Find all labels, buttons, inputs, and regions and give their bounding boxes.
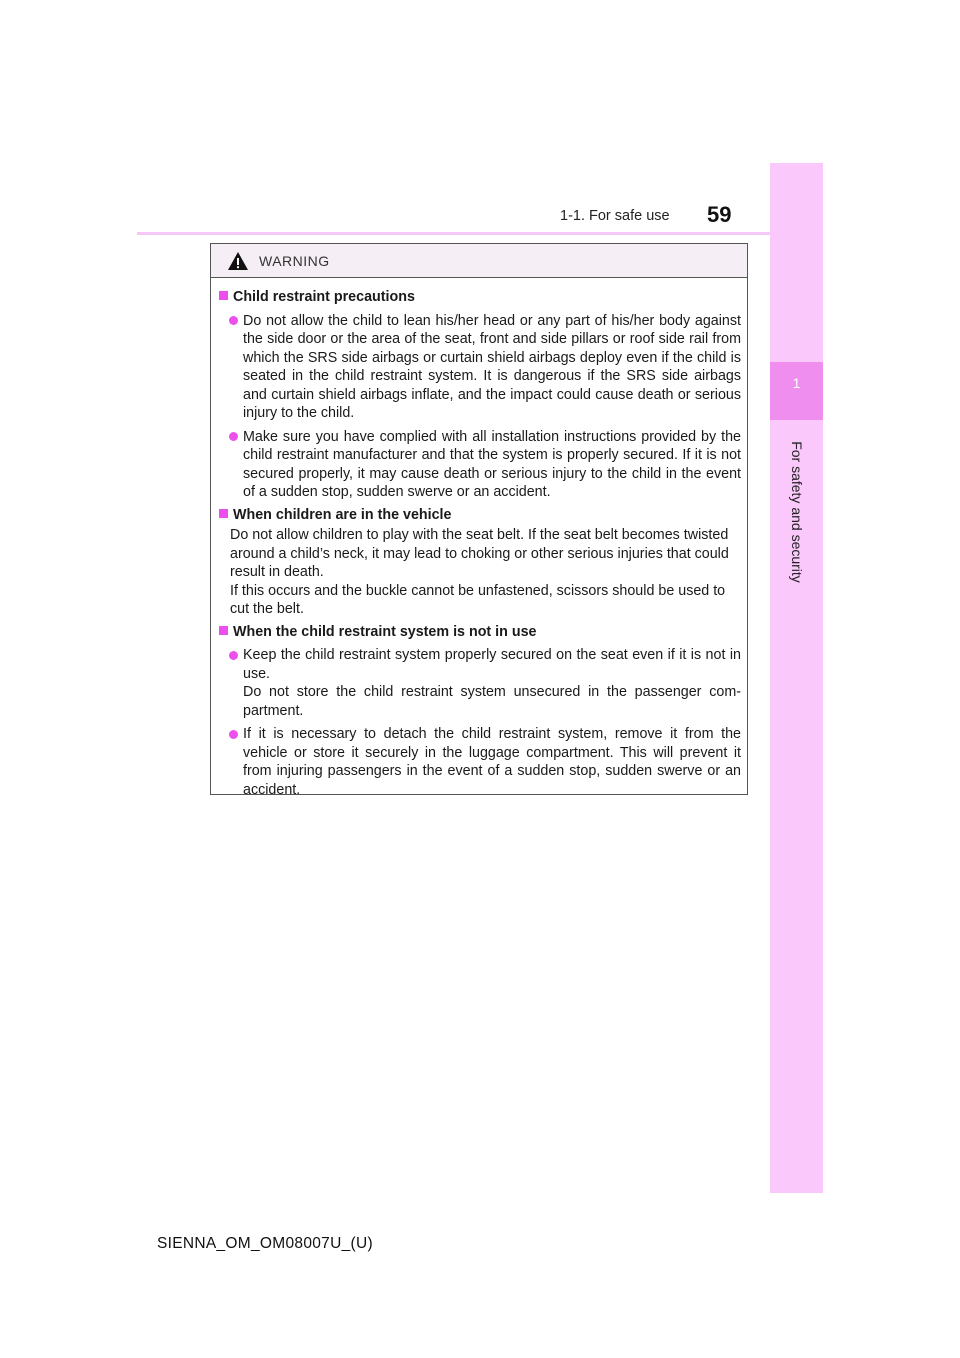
warning-body — [211, 278, 747, 799]
topic-child-restraint-precautions — [219, 288, 741, 502]
chapter-number: 1 — [792, 375, 801, 391]
round-bullet-icon — [229, 432, 238, 441]
list-item — [219, 312, 741, 423]
header-rule — [137, 232, 823, 235]
warning-header — [211, 244, 747, 278]
section-label: 1-1. For safe use — [560, 208, 670, 224]
bullet-text: Make sure you have complied with all installation instructions provided by the child restraint manufacturer and that the system is properly secured. If it is not secured properly, it may cause death or serious injury to the child in the event of a sudden stop, sudden swerve or an accident. — [243, 428, 741, 500]
chapter-number-tab — [770, 362, 823, 420]
page-number: 59 — [707, 202, 732, 227]
square-bullet-icon — [219, 626, 228, 635]
square-bullet-icon — [219, 291, 228, 300]
round-bullet-icon — [229, 316, 238, 325]
square-bullet-icon — [219, 509, 228, 518]
list-item — [219, 725, 741, 799]
round-bullet-icon — [229, 651, 238, 660]
bullet-text: Do not allow the child to lean his/her head or any part of his/her body against the side door or the area of the seat, front and side pillars or roof side rail from which the SRS side airbags or curtain shield airbags deploy even if the child is seated in the child restraint system. It is dangerous if the SRS side airbags and curtain shield airbags inflate, and the impact could cause death or serious injury to the child. — [243, 312, 741, 421]
topic-children-in-vehicle — [219, 506, 741, 619]
bullet-text: If it is necessary to detach the child restraint system, remove it from the vehicle or store it securely in the luggage compartment. This will prevent it from injuring passengers in the event of a sudden stop, sudden swerve or an accident. — [243, 726, 741, 798]
bullet-text-group — [243, 646, 741, 720]
topic-title — [219, 623, 741, 642]
paragraph: If this occurs and the buckle cannot be unfastened, scissors should be used to cut the belt. — [230, 582, 726, 617]
topic-title — [219, 288, 741, 307]
paragraph: Do not allow children to play with the seat belt. If the seat belt becomes twisted around a child’s neck, it may lead to choking or other serious injuries that could result in death. — [230, 527, 729, 580]
warning-title: WARNING — [259, 252, 330, 269]
list-item — [219, 646, 741, 720]
topic-title — [219, 506, 741, 525]
warning-box — [210, 243, 748, 798]
topic-title-text: When children are in the vehicle — [233, 506, 452, 523]
bullet-text: Keep the child restraint system properly secured on the seat even if it is not in use. — [243, 647, 741, 682]
bullet-text-extra: Do not store the child restraint system unsecured in the passenger com-partment. — [243, 684, 741, 719]
warning-triangle-icon — [227, 251, 249, 271]
list-item — [219, 428, 741, 502]
topic-title-text: When the child restraint system is not in use — [233, 623, 537, 640]
topic-title-text: Child restraint precautions — [233, 289, 415, 305]
document-code: SIENNA_OM_OM08007U_(U) — [157, 1235, 373, 1252]
chapter-title: For safety and security — [789, 441, 805, 583]
topic-restraint-not-in-use — [219, 623, 741, 800]
round-bullet-icon — [229, 730, 238, 739]
chapter-side-tab — [770, 163, 823, 1193]
